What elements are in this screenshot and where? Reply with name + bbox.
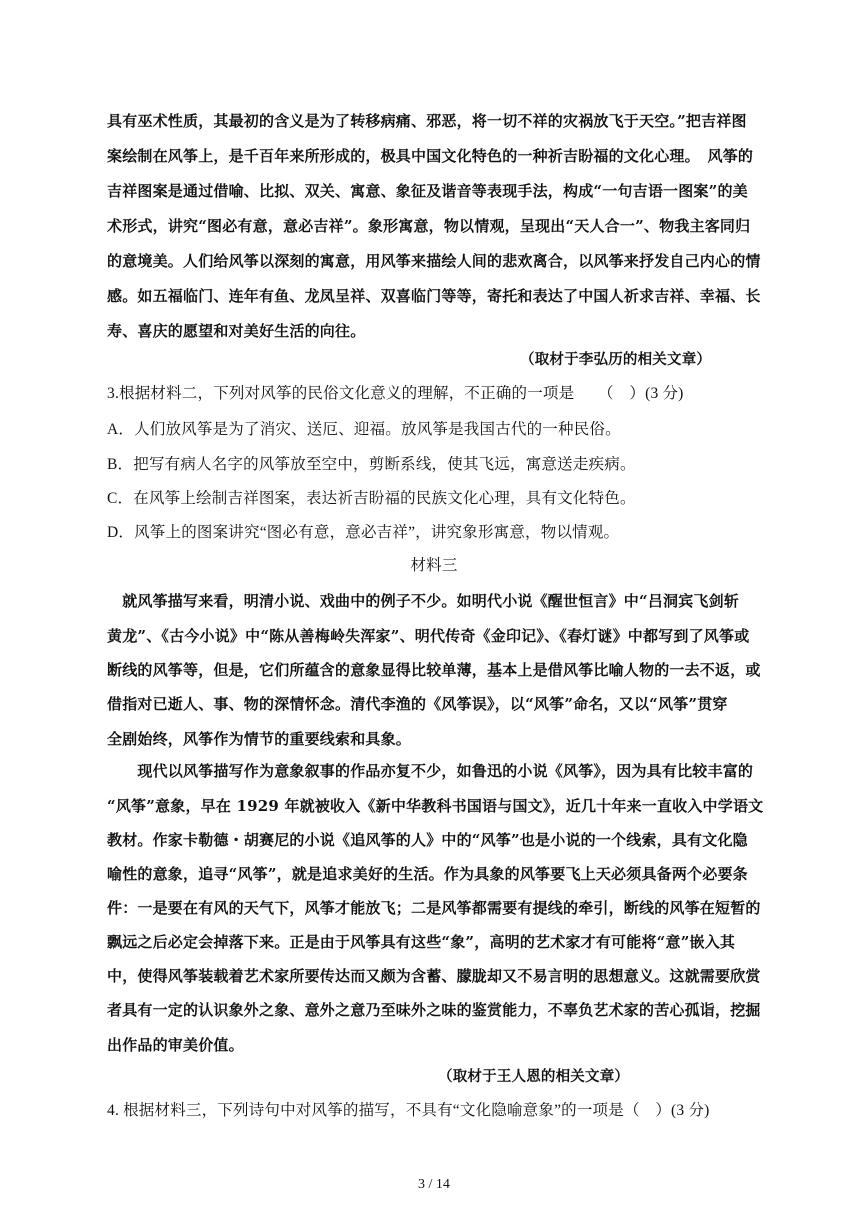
text-line: 寿、喜庆的愿望和对美好生活的向往。 bbox=[107, 322, 366, 340]
text-line: 的意境美。人们给风筝以深刻的寓意，用风筝来描绘人间的悲欢离合，以风筝来抒发自己内心的情 bbox=[107, 252, 761, 270]
option-a: A．人们放风筝是为了消灾、送厄、迎福。放风筝是我国古代的一种民俗。 bbox=[107, 421, 621, 438]
question-stem: 3.根据材料二，下列对风筝的民俗文化意义的理解，不正确的一项是 （ ）(3 分) bbox=[107, 385, 684, 402]
option-d: D．风筝上的图案讲究“图必有意，意必吉祥”，讲究象形寓意，物以情观。 bbox=[107, 524, 620, 541]
text-line: 中，使得风筝装载着艺术家所要传达而又颇为含蓄、朦胧却又不易言明的思想意义。这就需要欣赏 bbox=[107, 967, 761, 985]
text-line: 就风筝描写来看，明清小说、戏曲中的例子不少。如明代小说《醒世恒言》中“吕洞宾飞剑斩 bbox=[107, 592, 740, 610]
text-line: 件：一是要在有风的天气下，风筝才能放飞；二是风筝都需要有提线的牵引，断线的风筝在短暂的 bbox=[107, 899, 761, 917]
text-line: 断线的风筝等，但是，它们所蕴含的意象显得比较单薄，基本上是借风筝比喻人物的一去不返，或 bbox=[107, 661, 761, 679]
material2-source: （取材于李弘历的相关文章） bbox=[520, 351, 712, 368]
text-line: 术形式，讲究“图必有意，意必吉祥”。象形寓意，物以情观，呈现出“天人合一”、物我主客同归 bbox=[107, 217, 751, 235]
text-line: 黄龙”、《古今小说》中“陈从善梅岭失浑家”、明代传奇《金印记》、《春灯谜》中都写到了风筝或 bbox=[107, 627, 750, 645]
text-line: 借指对已逝人、事、物的深情怀念。清代李渔的《风筝误》，以“风筝”命名，又以“风筝”贯穿 bbox=[107, 695, 728, 713]
option-b: B．把写有病人名字的风筝放至空中，剪断系线，使其飞远，寓意送走疾病。 bbox=[107, 456, 636, 473]
text-line: 吉祥图案是通过借喻、比拟、双关、寓意、象征及谐音等表现手法，构成“一句吉语一图案”的美 bbox=[107, 182, 748, 200]
text-line: “风筝”意象，早在 1929 年就被收入《新中华教科书国语与国文》，近几十年来一直收入中学语文 bbox=[107, 797, 764, 815]
material3-source: （取材于王人恩的相关文章） bbox=[438, 1068, 630, 1085]
text-line: 案绘制在风筝上，是千百年来所形成的，极具中国文化特色的一种祈吉盼福的文化心理。 风筝的 bbox=[107, 147, 754, 165]
text-line: 感。如五福临门、连年有鱼、龙凤呈祥、双喜临门等等，寄托和表达了中国人祈求吉祥、幸福、长 bbox=[107, 287, 761, 305]
text-line: 教材。作家卡勒德・胡赛尼的小说《追风筝的人》中的“风筝”也是小说的一个线索，具有文化隐 bbox=[107, 831, 748, 849]
text-line: 出作品的审美价值。 bbox=[107, 1036, 244, 1054]
material3-heading: 材料三 bbox=[410, 557, 458, 574]
text-line: 全剧始终，风筝作为情节的重要线索和具象。 bbox=[107, 730, 412, 748]
question-4-stem: 4. 根据材料三，下列诗句中对风筝的描写，不具有“文化隐喻意象”的一项是（ ）(3 分) bbox=[107, 1102, 710, 1119]
text-line: 具有巫术性质，其最初的含义是为了转移病痛、邪恶，将一切不祥的灾祸放飞于天空。”把吉祥图 bbox=[107, 112, 747, 130]
text-line: 者具有一定的认识象外之象、意外之意乃至味外之味的鉴赏能力，不辜负艺术家的苦心孤诣，挖掘 bbox=[107, 1001, 761, 1019]
text-line: 喻性的意象，追寻“风筝”，就是追求美好的生活。作为具象的风筝要飞上天必须具备两个必要条 bbox=[107, 865, 748, 883]
page-number: 3 / 14 bbox=[418, 1177, 450, 1192]
option-c: C．在风筝上绘制吉祥图案，表达祈吉盼福的民族文化心理，具有文化特色。 bbox=[107, 490, 636, 507]
text-line: 现代以风筝描写作为意象叙事的作品亦复不少，如鲁迅的小说《风筝》，因为具有比较丰富的 bbox=[107, 762, 754, 780]
text-line: 飘远之后必定会掉落下来。正是由于风筝具有这些“象”，高明的艺术家才有可能将“意”嵌入其 bbox=[107, 933, 736, 951]
